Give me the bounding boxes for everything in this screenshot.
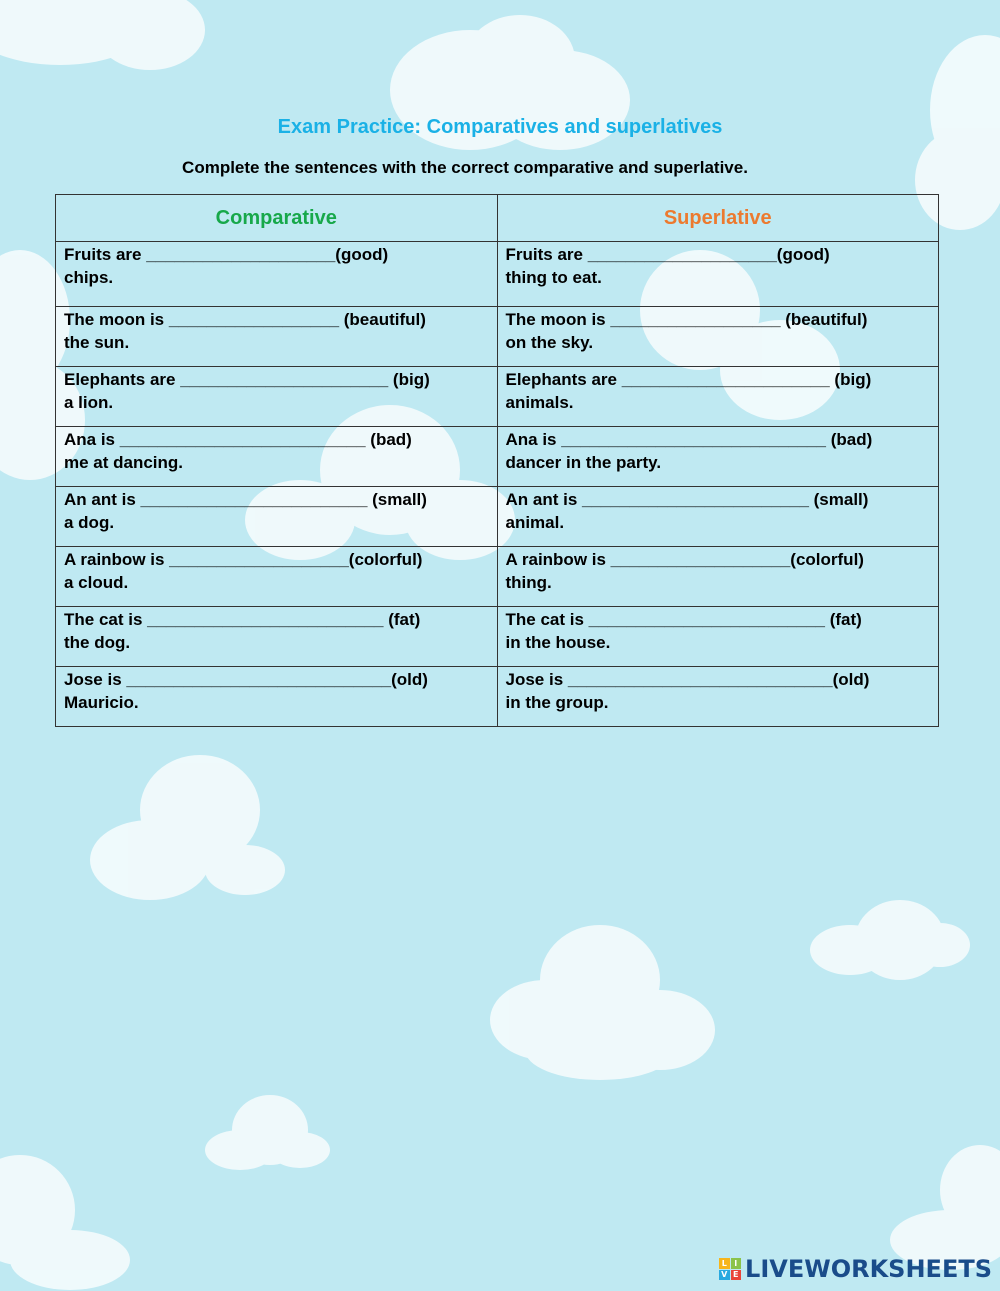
sentence-line: animal. [505, 513, 565, 532]
liveworksheets-logo[interactable] [719, 1255, 992, 1283]
superlative-cell[interactable] [497, 607, 939, 667]
comparative-cell[interactable] [56, 242, 498, 307]
sentence-line: The moon is __________________ (beautiful) [64, 310, 426, 329]
logo-mark-letter: L [719, 1258, 730, 1269]
sentence-line: Elephants are ______________________ (big) [64, 370, 430, 389]
sentence-line: a dog. [64, 513, 115, 532]
sentence-line: dancer in the party. [505, 453, 662, 472]
comparative-header: Comparative [56, 195, 498, 242]
comparative-cell[interactable] [56, 607, 498, 667]
sentence-line: chips. [64, 268, 114, 287]
sentence-line: on the sky. [505, 333, 594, 352]
sentence-line: An ant is ________________________ (small) [64, 490, 427, 509]
liveworksheets-logo-icon [719, 1258, 741, 1280]
sentence-line: A rainbow is ___________________(colorful) [64, 550, 423, 569]
comparative-cell[interactable] [56, 667, 498, 727]
sentence-line: the dog. [64, 633, 131, 652]
sentence-line: Fruits are ____________________(good) [505, 245, 830, 264]
logo-mark-letter: E [731, 1270, 742, 1281]
sentence-line: An ant is ________________________ (small) [505, 490, 869, 509]
comparative-cell[interactable] [56, 427, 498, 487]
sentence-line: the sun. [64, 333, 130, 352]
sentence-line: animals. [505, 393, 574, 412]
table-row [56, 242, 939, 307]
sentence-line: The cat is _________________________ (fat) [64, 610, 421, 629]
table-row [56, 427, 939, 487]
sentence-line: Ana is __________________________ (bad) [64, 430, 412, 449]
sentence-line: thing to eat. [505, 268, 602, 287]
table-row [56, 667, 939, 727]
logo-mark-letter: I [731, 1258, 742, 1269]
sentence-line: The cat is _________________________ (fat) [505, 610, 862, 629]
superlative-cell[interactable] [497, 367, 939, 427]
worksheet-title: Exam Practice: Comparatives and superlatives [277, 116, 723, 138]
superlative-cell[interactable] [497, 487, 939, 547]
sentence-line: thing. [505, 573, 552, 592]
comparative-cell[interactable] [56, 487, 498, 547]
superlative-cell[interactable] [497, 307, 939, 367]
table-row [56, 607, 939, 667]
comparative-cell[interactable] [56, 367, 498, 427]
comparative-cell[interactable] [56, 547, 498, 607]
superlative-header: Superlative [497, 195, 939, 242]
sentence-line: a lion. [64, 393, 114, 412]
superlative-cell[interactable] [497, 547, 939, 607]
table-row [56, 367, 939, 427]
sentence-line: Ana is ____________________________ (bad) [505, 430, 873, 449]
sentence-line: Elephants are ______________________ (big) [505, 370, 872, 389]
comparative-cell[interactable] [56, 307, 498, 367]
superlative-cell[interactable] [497, 242, 939, 307]
logo-mark-letter: V [719, 1270, 730, 1281]
superlative-cell[interactable] [497, 427, 939, 487]
sentence-line: in the group. [505, 693, 609, 712]
exercise-table [55, 194, 939, 727]
sentence-line: Jose is ____________________________(old) [64, 670, 428, 689]
superlative-cell[interactable] [497, 667, 939, 727]
sentence-line: A rainbow is ___________________(colorful) [505, 550, 864, 569]
sentence-line: me at dancing. [64, 453, 184, 472]
table-header-row [56, 195, 939, 242]
sentence-line: The moon is __________________ (beautiful) [505, 310, 868, 329]
sentence-line: Jose is ____________________________(old) [505, 670, 870, 689]
sentence-line: in the house. [505, 633, 611, 652]
sentence-line: Fruits are ____________________(good) [64, 245, 389, 264]
sentence-line: a cloud. [64, 573, 129, 592]
table-row [56, 307, 939, 367]
instructions-text: Complete the sentences with the correct comparative and superlative. [182, 158, 748, 177]
table-row [56, 547, 939, 607]
table-row [56, 487, 939, 547]
sentence-line: Mauricio. [64, 693, 139, 712]
logo-text: LIVEWORKSHEETS [745, 1255, 992, 1283]
